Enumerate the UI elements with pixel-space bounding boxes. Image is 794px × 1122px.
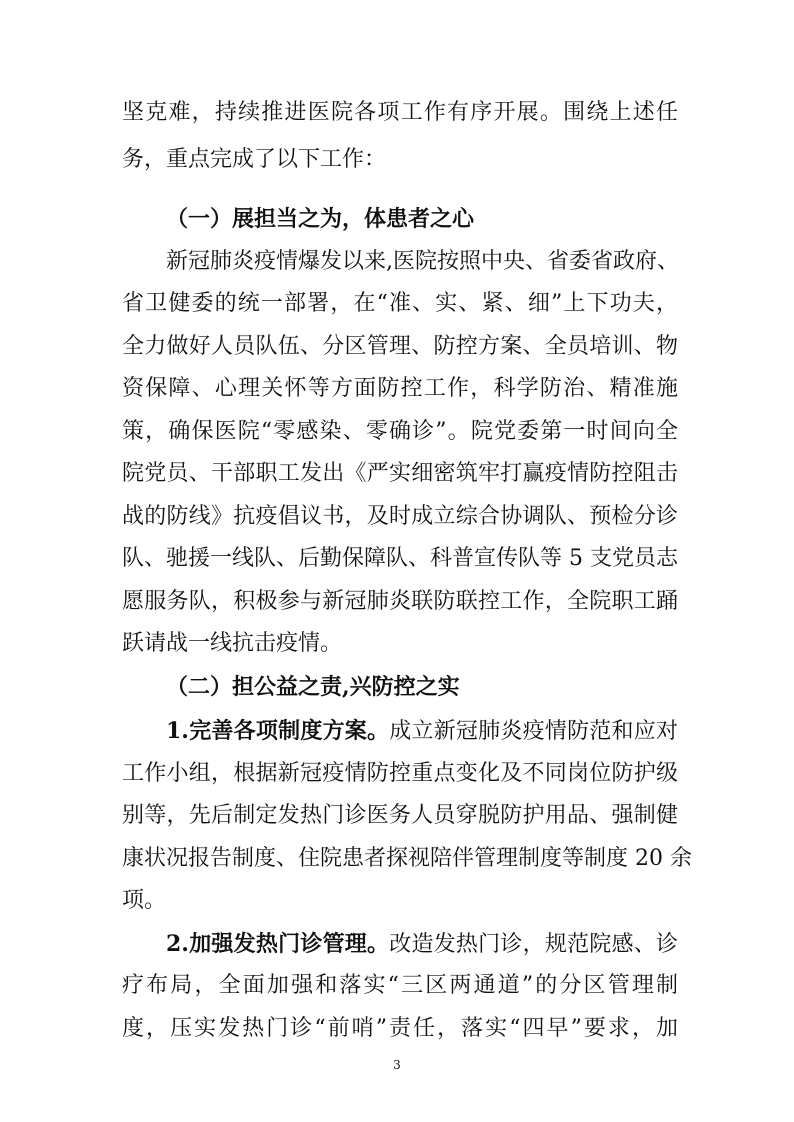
text-line: 务，重点完成了以下工作：	[122, 147, 387, 172]
text-line: 院党员、干部职工发出《严实细密筑牢打赢疫情防控阻击	[122, 461, 678, 486]
text-line: 队、驰援一线队、后勤保障队、科普宣传队等 5 支党员志	[122, 546, 678, 571]
text-line: 省卫健委的统一部署，在“准、实、紧、细”上下功夫，	[122, 291, 678, 316]
text-line: 跃请战一线抗击疫情。	[122, 631, 343, 656]
text-line: 别等，先后制定发热门诊医务人员穿脱防护用品、强制健	[122, 803, 678, 828]
text-line: 康状况报告制度、住院患者探视陪伴管理制度等制度 20 余	[122, 846, 692, 871]
text-line: 全力做好人员队伍、分区管理、防控方案、全员培训、物	[122, 334, 678, 359]
text-line: 项。	[122, 888, 167, 913]
text-line: 坚克难，持续推进医院各项工作有序开展。围绕上述任	[122, 100, 678, 125]
text-line: 资保障、心理关怀等方面防控工作，科学防治、精准施	[122, 376, 678, 401]
item-lead: 2.加强发热门诊管理。	[166, 931, 390, 957]
text-line: 愿服务队，积极参与新冠肺炎联防联控工作，全院职工踊	[122, 589, 678, 614]
text-line: 战的防线》抗疫倡议书，及时成立综合协调队、预检分诊	[122, 504, 678, 529]
item-text: 成立新冠肺炎疫情防范和应对	[389, 719, 678, 744]
page-number: 3	[393, 1058, 401, 1072]
text-line: 度，压实发热门诊“前哨”责任，落实“四早”要求，加	[122, 1016, 678, 1041]
section-heading: （二）担公益之责,兴防控之实	[166, 674, 460, 700]
text-line: 新冠肺炎疫情爆发以来,医院按照中央、省委省政府、	[166, 249, 679, 274]
item-text: 改造发热门诊，规范院感、诊	[389, 932, 678, 957]
text-line: 疗布局，全面加强和落实“三区两通道”的分区管理制	[122, 973, 678, 998]
text-line: 策，确保医院“零感染、零确诊”。院党委第一时间向全	[122, 419, 678, 444]
section-heading: （一）展担当之为，体患者之心	[166, 206, 475, 232]
item-lead: 1.完善各项制度方案。	[166, 718, 390, 744]
text-line: 工作小组，根据新冠疫情防控重点变化及不同岗位防护级	[122, 761, 678, 786]
text-line	[166, 716, 678, 747]
text-line	[166, 929, 678, 960]
